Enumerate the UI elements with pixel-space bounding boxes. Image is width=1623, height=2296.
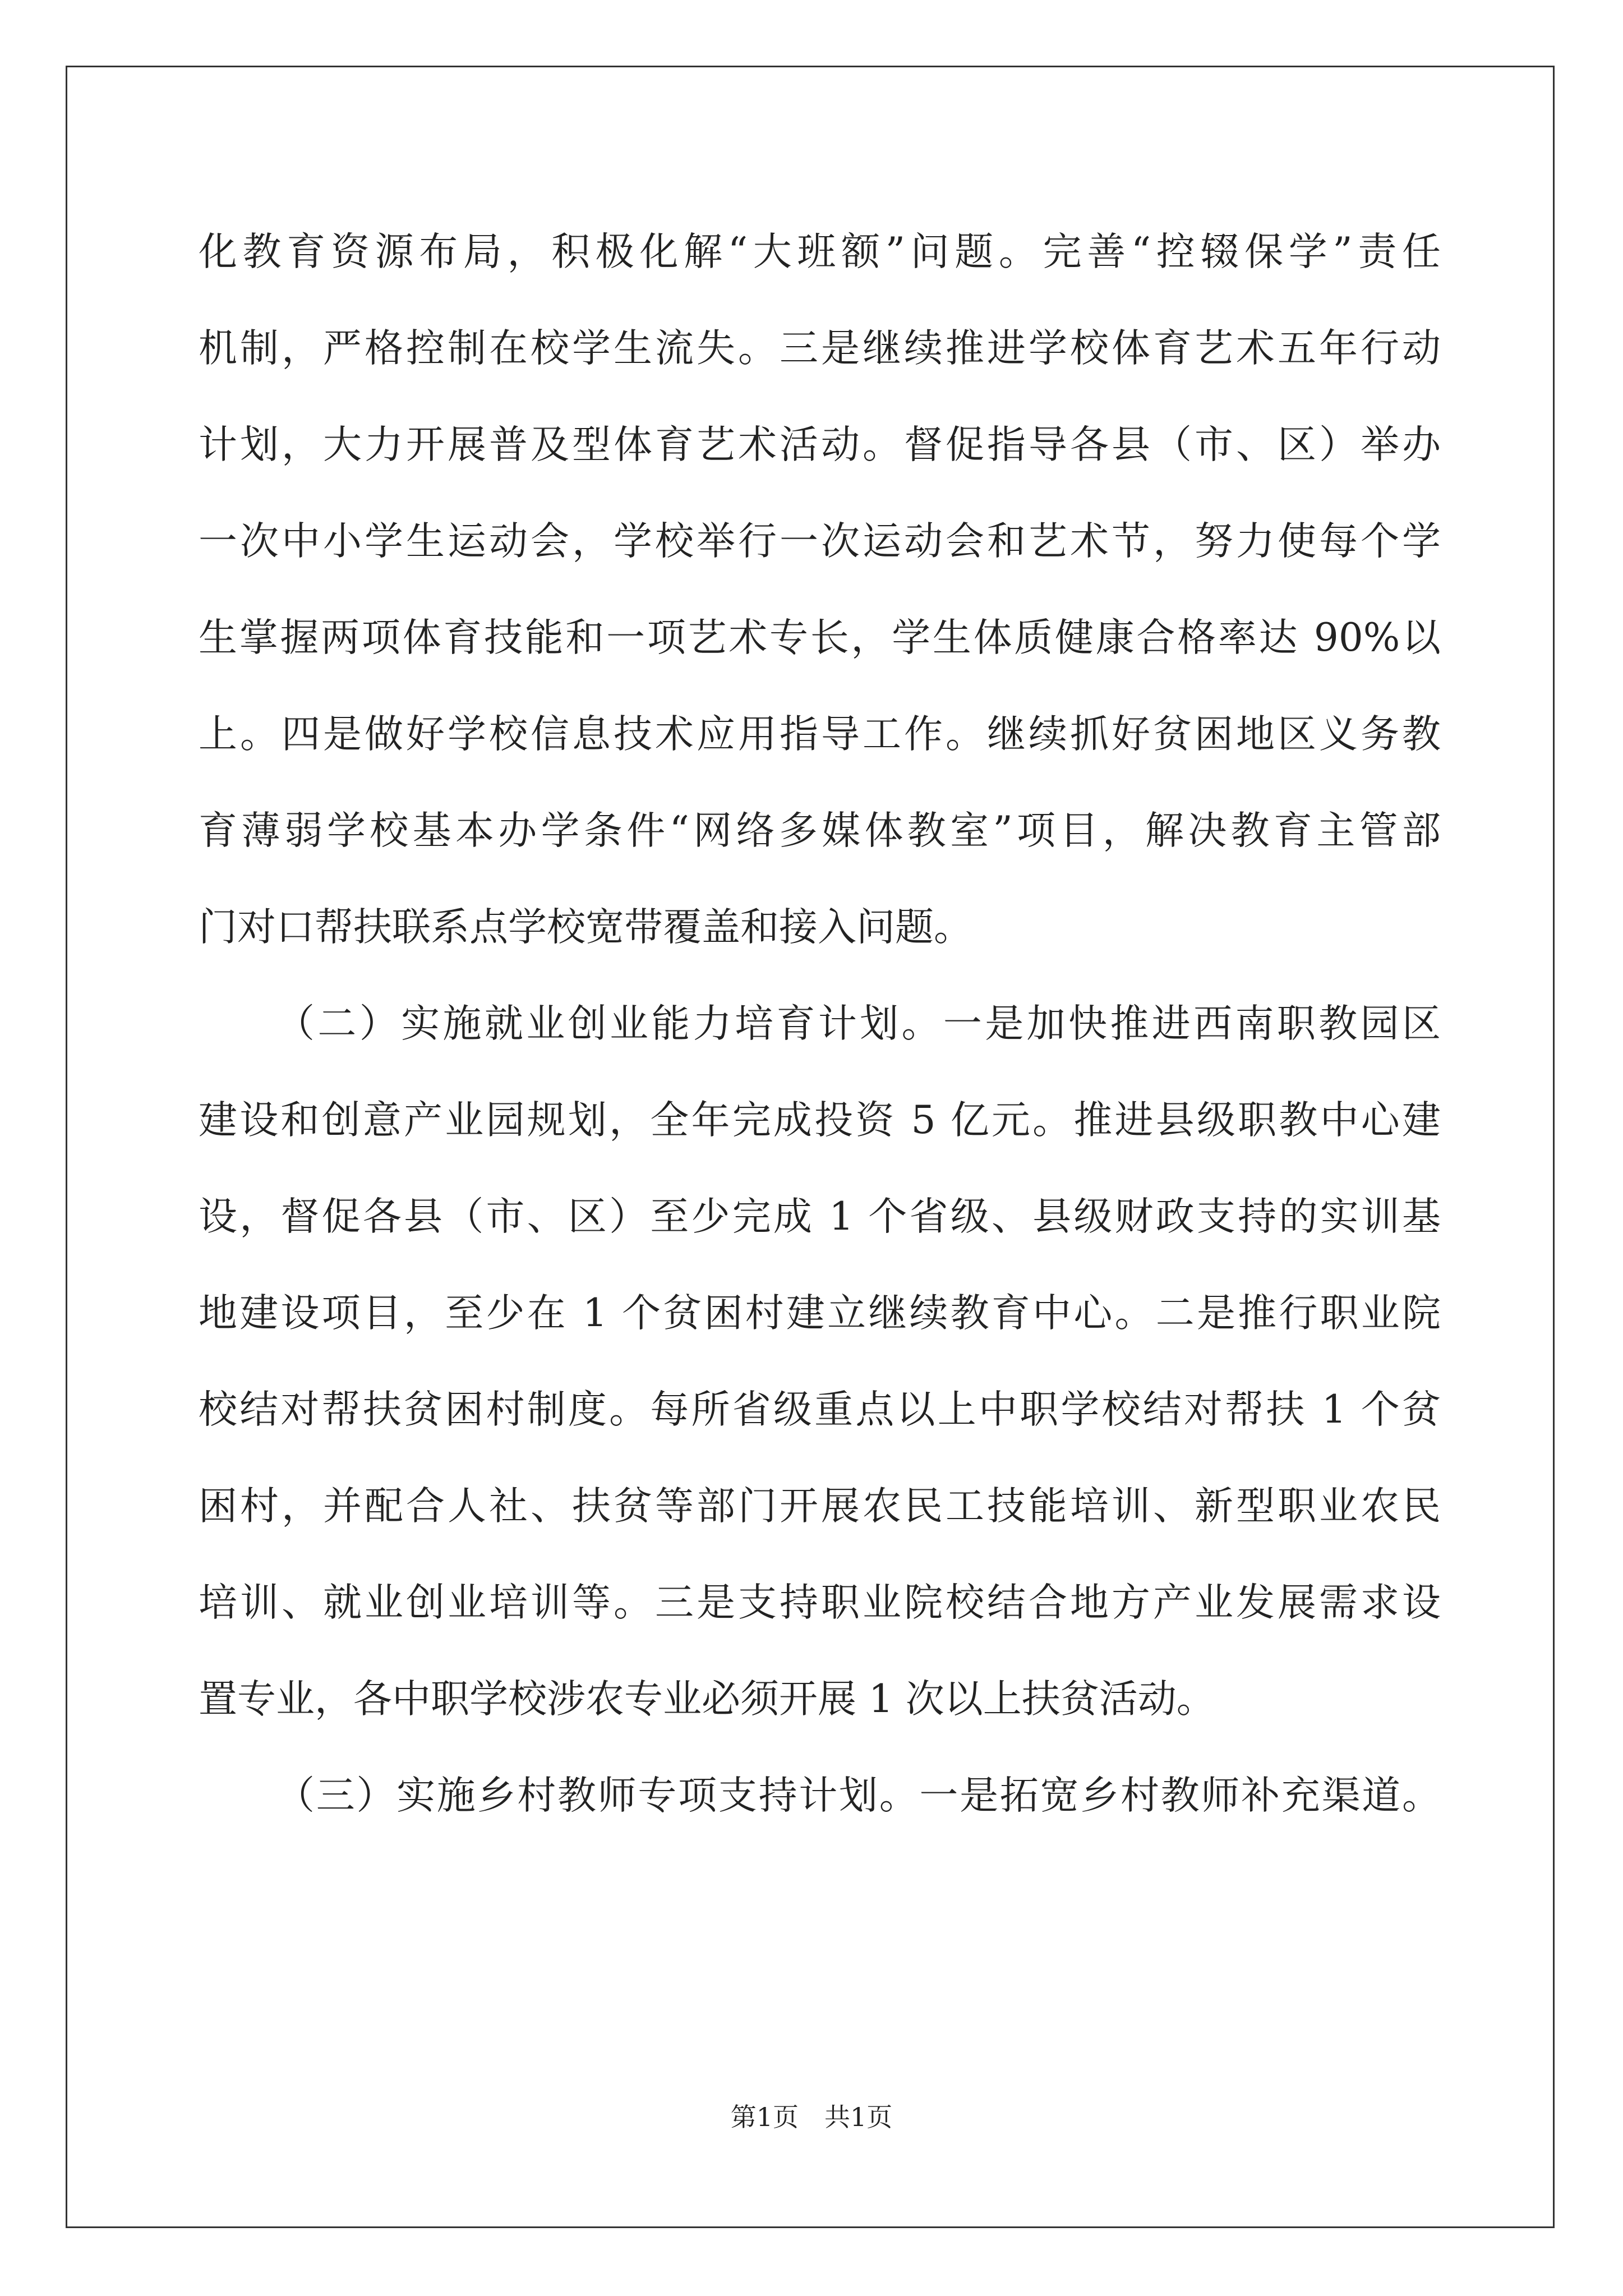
page-total: 共1页: [824, 2102, 893, 2132]
text-line: 上。四是做好学校信息技术应用指导工作。继续抓好贫困地区义务教: [199, 712, 1441, 757]
text-line: 校结对帮扶贫困村制度。每所省级重点以上中职学校结对帮扶 1 个贫: [199, 1387, 1441, 1432]
text-line: 地建设项目，至少在 1 个贫困村建立继续教育中心。二是推行职业院: [199, 1291, 1441, 1336]
text-line: 困村，并配合人社、扶贫等部门开展农民工技能培训、新型职业农民: [199, 1484, 1441, 1529]
text-line: 生掌握两项体育技能和一项艺术专长，学生体质健康合格率达 90%以: [199, 615, 1441, 660]
text-line: 育薄弱学校基本办学条件“网络多媒体教室”项目，解决教育主管部: [199, 808, 1441, 853]
paragraph-end-line: 置专业，各中职学校涉农专业必须开展 1 次以上扶贫活动。: [199, 1677, 1215, 1722]
document-body: [199, 210, 1441, 1850]
text-line: 建设和创意产业园规划，全年完成投资 5 亿元。推进县级职教中心建: [199, 1098, 1441, 1143]
text-line: 一次中小学生运动会，学校举行一次运动会和艺术节，努力使每个学: [199, 519, 1441, 564]
text-line: 计划，大力开展普及型体育艺术活动。督促指导各县（市、区）举办: [199, 422, 1441, 467]
paragraph-start-line: （二）实施就业创业能力培育计划。一是加快推进西南职教园区: [276, 1001, 1441, 1046]
text-line: 机制，严格控制在校学生流失。三是继续推进学校体育艺术五年行动: [199, 326, 1441, 371]
page-footer: [0, 2100, 1623, 2134]
text-line: 培训、就业创业培训等。三是支持职业院校结合地方产业发展需求设: [199, 1580, 1441, 1625]
page-number: 第1页: [730, 2102, 799, 2132]
text-line: 化教育资源布局，积极化解“大班额”问题。完善“控辍保学”责任: [199, 229, 1441, 274]
paragraph-end-line: 门对口帮扶联系点学校宽带覆盖和接入问题。: [199, 905, 972, 950]
text-line: 设，督促各县（市、区）至少完成 1 个省级、县级财政支持的实训基: [199, 1194, 1441, 1239]
paragraph-start-line: （三）实施乡村教师专项支持计划。一是拓宽乡村教师补充渠道。: [276, 1773, 1441, 1818]
